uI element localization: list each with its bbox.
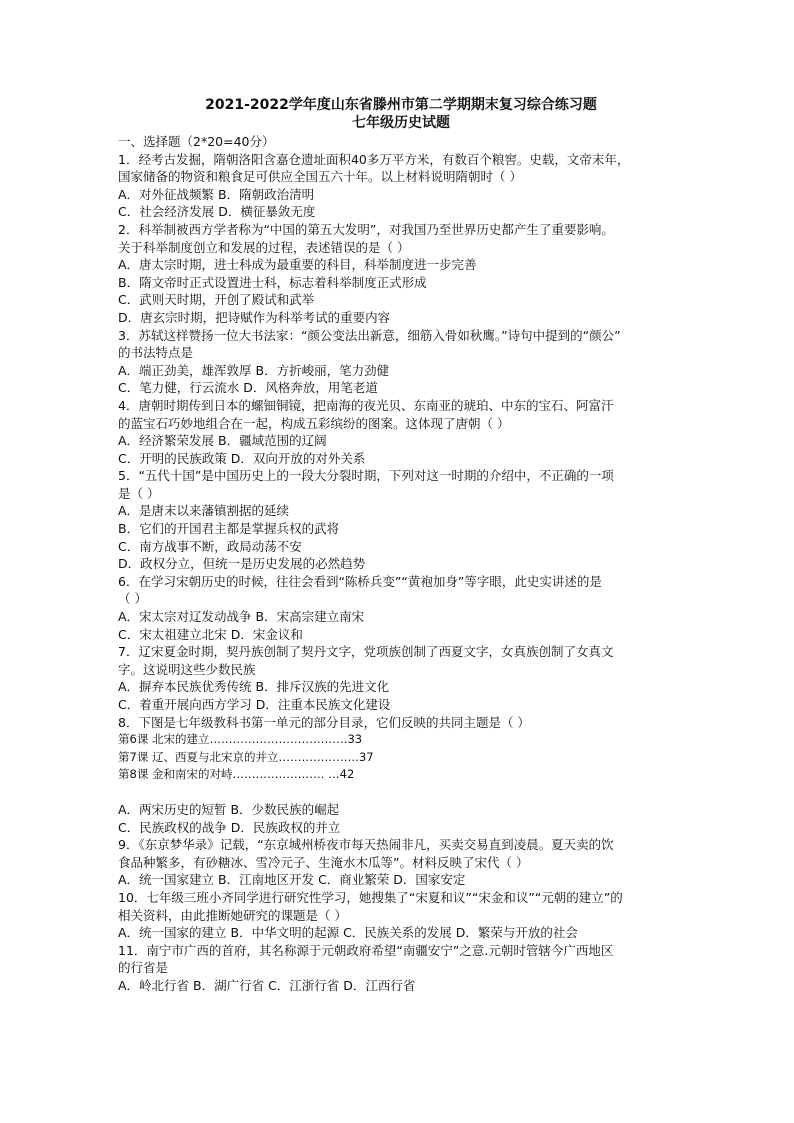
- toc-entry: 第8课 金和南宋的对峙…………………… …42: [118, 767, 355, 782]
- question-stem: 8．下图是七年级教科书第一单元的部分目录，它们反映的共同主题是（ ）: [118, 714, 530, 730]
- question-stem: 9．《东京梦华录》记载，“东京城州桥夜市每天热闹非凡，买卖交易直到凌晨。夏天卖的饮: [118, 837, 614, 853]
- answer-option: B．隋文帝时正式设置进士科，标志着科举制度正式形成: [118, 274, 427, 290]
- question-stem: 关于科举制度创立和发展的过程，表述错误的是（ ）: [118, 239, 410, 255]
- answer-options: A．端正劲美，雄浑敦厚 B．方折峻丽，笔力劲健: [118, 362, 390, 378]
- question-stem: 7．辽宋夏金时期，契丹族创制了契丹文字，党项族创制了西夏文字，女真族创制了女真文: [118, 644, 614, 660]
- answer-options: A．统一国家建立 B．江南地区开发 C．商业繁荣 D．国家安定: [118, 872, 466, 888]
- answer-option: D．唐玄宗时期，把诗赋作为科举考试的重要内容: [118, 309, 391, 325]
- question-stem: 国家储备的物资和粮食足可供应全国五六十年。以上材料说明隋朝时（ ）: [118, 169, 522, 185]
- section-heading: 一、选择题（2*20=40分）: [118, 134, 275, 149]
- answer-options: C．社会经济发展 D．横征暴敛无度: [118, 204, 316, 220]
- toc-entry: 第7课 辽、西夏与北宋京的并立…………………37: [118, 749, 374, 764]
- question-2: [118, 221, 684, 327]
- question-8: [118, 714, 684, 837]
- answer-option: A．是唐末以来藩镇割据的延续: [118, 503, 290, 519]
- answer-options: A．两宋历史的短暂 B．少数民族的崛起: [118, 801, 340, 817]
- answer-options: A．经济繁荣发展 B．疆域范围的辽阔: [118, 433, 327, 449]
- answer-options: A．对外征战频繁 B．隋朝政治清明: [118, 186, 315, 202]
- question-stem: 是（ ）: [118, 485, 160, 501]
- answer-options: A．岭北行省 B．湖广行省 C．江浙行省 D．江西行省: [118, 977, 416, 993]
- question-stem: 6．在学习宋朝历史的时候，往往会看到“陈桥兵变”“黄袍加身”等字眼，此史实讲述的是: [118, 573, 602, 589]
- question-11: [118, 942, 684, 995]
- question-stem: 4．唐朝时期传到日本的螺钿铜镜，把南海的夜光贝、东南亚的琥珀、中东的宝石、阿富汗: [118, 397, 614, 413]
- question-7: [118, 643, 684, 713]
- spacer: [118, 784, 684, 801]
- answer-options: C．宋太祖建立北宋 D．宋金议和: [118, 626, 303, 642]
- answer-option: B．它们的开国君主都是掌握兵权的武将: [118, 521, 340, 537]
- question-stem: 5．“五代十国”是中国历史上的一段大分裂时期，下列对这一时期的介绍中，不正确的一项: [118, 468, 614, 484]
- answer-option: A．唐太宗时期，进士科成为最重要的科目，科举制度进一步完善: [118, 257, 477, 273]
- answer-options: C．开明的民族政策 D．双向开放的对外关系: [118, 450, 366, 466]
- question-stem: 食品种繁多，有砂糖冰、雪冷元子、生淹水木瓜等”。材料反映了宋代（ ）: [118, 854, 529, 870]
- answer-option: C．南方战事不断，政局动荡不安: [118, 538, 302, 554]
- question-6: [118, 573, 684, 643]
- exam-page: [118, 96, 684, 995]
- question-stem: 3．苏轼这样赞扬一位大书法家：“颜公变法出新意，细筋入骨如秋鹰。”诗句中提到的“颜公”: [118, 327, 621, 343]
- answer-options: C．着重开展向西方学习 D．注重本民族文化建设: [118, 697, 391, 712]
- answer-option: C．武则天时期，开创了殿试和武举: [118, 292, 315, 308]
- answer-options: C．民族政权的战争 D．民族政权的并立: [118, 819, 341, 835]
- answer-options: A．宋太宗对辽发动战争 B．宋高宗建立南宋: [118, 609, 365, 625]
- question-stem: 11．南宁市广西的首府，其名称源于元朝政府希望“南疆安宁”之意.元朝时管辖今广西地区: [118, 942, 614, 958]
- exam-title: 2021-2022学年度山东省滕州市第二学期期末复习综合练习题: [205, 97, 597, 113]
- question-1: [118, 151, 684, 221]
- question-5: [118, 467, 684, 573]
- question-stem: 的书法特点是: [118, 345, 194, 361]
- question-4: [118, 397, 684, 467]
- question-9: [118, 836, 684, 889]
- question-10: [118, 889, 684, 942]
- question-stem: 2．科举制被西方学者称为“中国的第五大发明”，对我国乃至世界历史都产生了重要影响。: [118, 221, 614, 237]
- question-stem: 10．七年级三班小齐同学进行研究性学习，她搜集了“宋夏和议”“宋金和议”“元朝的建立”的: [118, 889, 623, 905]
- answer-options: A．摒弃本民族优秀传统 B．排斥汉族的先进文化: [118, 679, 390, 695]
- question-stem: 字。这说明这些少数民族: [118, 661, 256, 677]
- question-stem: 的蓝宝石巧妙地组合在一起，构成五彩缤纷的图案。这体现了唐朝（ ）: [118, 415, 510, 431]
- exam-subtitle: 七年级历史试题: [352, 115, 450, 131]
- answer-options: A．统一国家的建立 B．中华文明的起源 C．民族关系的发展 D．繁荣与开放的社会: [118, 925, 578, 941]
- toc-entry: 第6课 北宋的建立………………………………33: [118, 732, 363, 747]
- answer-option: D．政权分立，但统一是历史发展的必然趋势: [118, 556, 366, 572]
- answer-options: C．笔力健，行云流水 D．风格奔放，用笔老道: [118, 380, 378, 396]
- question-stem: 相关资料，由此推断她研究的课题是（ ）: [118, 907, 347, 923]
- question-stem: （ ）: [118, 591, 147, 607]
- question-stem: 1．经考古发掘，隋朝洛阳含嘉仓遗址面积40多万平方米，有数百个粮窖。史载，文帝末年，: [118, 151, 630, 167]
- question-3: [118, 327, 684, 397]
- question-stem: 的行省是: [118, 960, 169, 976]
